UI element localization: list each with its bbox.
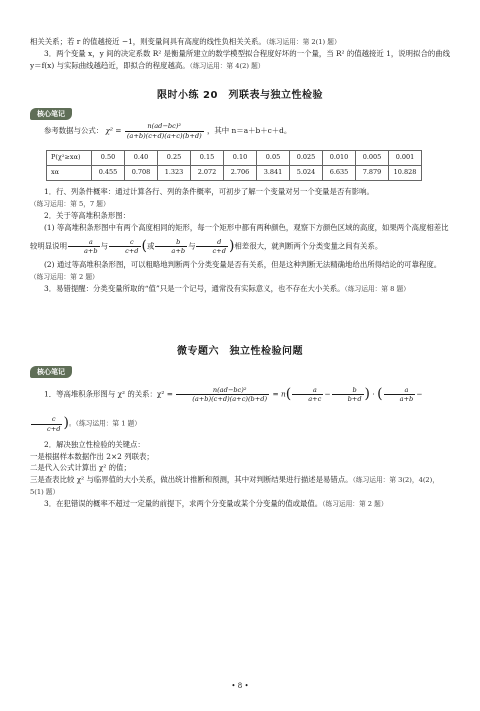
continuation-line-2: 3．两个变量 x，y 间的决定系数 R² 是衡量所建立的数学模型拟合程度好坏的一个量，当 R² 的值越接近 1，说明拟合的曲线 y＝f(x) 与实际曲线越趋近，即拟合的程度越高。（练习运用：第 4(2) 题） [30,48,451,70]
continuation-line-1: 相关关系；若 r 的值越接近 −1，则变量间具有高度的线性负相关关系。（练习运用：第 2(1) 题） [30,37,341,46]
note-item-2-1: (1) 等高堆积条形图中有两个高度相同的矩形，每一个矩形中都有两种颜色，观察下方颜色区域的高度，如果两个高度相差比较明显说明 $\frac{a}{a+b}$ 与 $\frac{c}{c+d}$ (或 $\frac{b}{a+b}$ 与 $\frac{d}{c+d}$ )相差很大，就判断两个分类变量之间有关系。 [30,222,449,256]
table-row-critical-value: xα 0.455 0.708 1.323 2.072 2.706 3.841 5.024 6.635 7.879 10.828 [47,165,422,180]
micro-item-2-a: 一是根据样本数据作出 2×2 列联表； [30,451,154,461]
page-number: • 8 • [231,682,249,690]
core-notes-tag-1: 核心笔记 [30,108,72,120]
micro-item-3: 3．在犯错误的概率不超过一定量的前提下，求两个分变量或某个分变量的值或最值。（练习运用：第 2 题） [44,499,388,508]
top-continuation [30,36,450,72]
section-2-notes [30,380,450,510]
note-item-2: 2．关于等高堆积条形图： [44,210,131,220]
note-item-1: 1．行、列条件概率：通过计算各行、列的条件概率，可初步了解一个变量对另一个变量是否有影响。（练习运用：第 5，7 题） [30,187,374,208]
section-title-2: 微专题六 独立性检验问题 [177,346,303,357]
table-row-probability: P(χ²≥xα) 0.50 0.40 0.25 0.15 0.10 0.05 0.025 0.010 0.005 0.001 [47,151,422,166]
note-item-2-2: (2) 通过等高堆积条形图，可以粗略地判断两个分类变量是否有关系，但是这种判断无法精确地给出所得结论的可靠程度。（练习运用：第 2 题） [30,259,442,281]
formula-line: 参考数据与公式： χ² = $\frac{\text{n(ad−bc)²}}{(a+b)(c+d)(a+c)(b+d)}$ ，其中 n＝a＋b＋c＋d。 [44,122,292,140]
section-title-1: 限时小练 20 列联表与独立性检验 [157,90,323,101]
micro-item-2-b: 二是代入公式计算出 χ² 的值； [30,463,131,473]
note-item-3: 3．易错提醒：分类变量所取的“值”只是一个记号，通常没有实际意义，也不存在大小关系。（练习运用：第 8 题） [44,283,410,293]
table-header-probability: P(χ²≥xα) [47,151,92,166]
micro-item-1: 1．等高堆积条形图与 χ² 的关系：χ² = $\frac{\text{n(ad−bc)²}}{(a+b)(c+d)(a+c)(b+d)}$ = n( $\frac{a}{a+c}$ − $\frac{b}{b+d}$ ) · ( $\frac{a}{a+b}$ − $\frac{c}{c+d}$ )。（练习运用：第 1 题） [30,380,450,439]
micro-item-2-c: 三是查表比较 χ² 与临界值的大小关系，做出统计推断和预测，其中对判断结果进行描述是易错点。（练习运用：第 3(2)，4(2)，5(1) 题） [30,475,439,497]
chi-square-fraction: $\frac{\text{n(ad−bc)²}}{(a+b)(c+d)(a+c)(b+d)}$ [126,122,202,140]
core-notes-tag-2: 核心笔记 [30,366,72,378]
section-1-notes [30,186,450,295]
table-header-critical-value: xα [47,165,92,180]
critical-value-table [46,150,422,181]
micro-item-2: 2．解决独立性检验的关键点： [44,439,145,449]
